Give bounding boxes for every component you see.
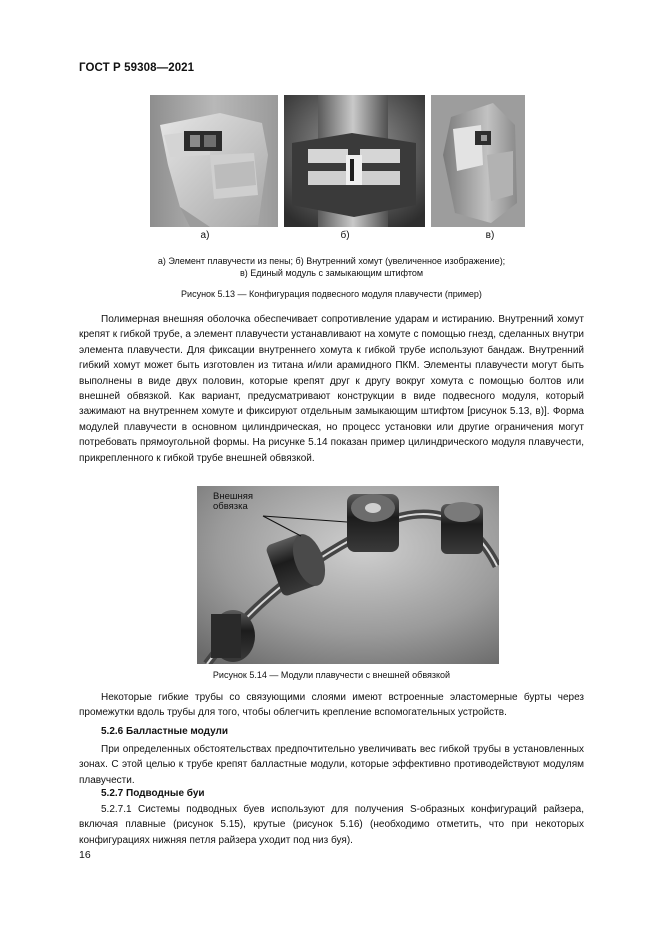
figure-5-13-caption: Рисунок 5.13 — Конфигурация подвесного модуля плавучести (пример) bbox=[181, 289, 482, 299]
document-header: ГОСТ Р 59308—2021 bbox=[79, 62, 195, 74]
paragraph-ballast-modules: При определенных обстоятельствах предпочтительно увеличивать вес гибкой трубы в установленных зонах. С этой целью к трубе крепят балластные модули, которые эффективно противодействуют модулям плавучести. bbox=[79, 744, 584, 786]
page-number: 16 bbox=[79, 849, 91, 861]
subcaption-line-2: в) Единый модуль с замыкающим штифтом bbox=[239, 268, 424, 278]
paragraph-subsea-buoys: 5.2.7.1 Системы подводных буев используют для получения S-образных конфигураций райзера, включая плавные (рисунок 5.15), крутые (рисунок 5.16) (необходимо отметить, что при некоторых конфигурациях нижняя петля райзера уходит под низ буя). bbox=[79, 804, 584, 846]
paragraph-elastomer-collars: Некоторые гибкие трубы со связующими слоями имеют встроенные эластомерные бурты через промежутки вдоль трубы для того, чтобы облегчить крепление вспомогательных устройств. bbox=[79, 692, 584, 719]
figure-5-14-annotation bbox=[213, 492, 253, 512]
figure-label-b: б) bbox=[340, 230, 350, 241]
section-title-5-2-7: 5.2.7 Подводные буи bbox=[101, 788, 205, 799]
buoyancy-module-4 bbox=[441, 502, 483, 554]
section-title-5-2-6: 5.2.6 Балластные модули bbox=[101, 726, 229, 737]
figure-5-13-photo-b bbox=[284, 95, 425, 227]
annotation-line-2: обвязка bbox=[213, 501, 248, 512]
annotation-line-1: Внешняя bbox=[213, 491, 254, 502]
subcaption-line-1: а) Элемент плавучести из пены; б) Внутренний хомут (увеличенное изображение); bbox=[157, 256, 506, 266]
figure-label-c: в) bbox=[485, 230, 495, 241]
buoyancy-module-3 bbox=[347, 494, 399, 552]
buoyancy-module-1 bbox=[211, 610, 255, 662]
figure-5-13-photo-a bbox=[150, 95, 278, 227]
figure-label-a: а) bbox=[200, 230, 210, 241]
figure-5-14-caption: Рисунок 5.14 — Модули плавучести с внешней обвязкой bbox=[212, 670, 451, 680]
figure-5-13-subcaption bbox=[79, 255, 584, 279]
figure-5-13-photo-c bbox=[431, 95, 525, 227]
paragraph-buoyancy-shell: Полимерная внешняя оболочка обеспечивает сопротивление ударам и истиранию. Внутренний хомут крепят к гибкой трубе, а элемент плавучести устанавливают на хомуте с помощью гнезд, сделанных внутри элемента плавучести. Для фиксации внутреннего хомута к гибкой трубе используют бандаж. Внутренний гибкий хомут может быть изготовлен из титана и/или арамидного ПКМ. Элементы плавучести могут быть выполнены в виде двух половин, которые крепят друг к другу вокруг хомута с помощью болтов или внешней обвязкой. Как вариант, предусматривают конструкции в виде подвесного модуля, который зажимают на внутреннем хомуте и фиксируют отдельным замыкающим штифтом [рисунок 5.13, в)]. Форма модулей плавучести в основном цилиндрическая, но процесс установки или другие ограничения могут потребовать прямоугольной формы. На рисунке 5.14 показан пример цилиндрического модуля плавучести, прикрепленного к гибкой трубе внешней обвязкой. bbox=[79, 314, 584, 464]
figure-5-14-photo bbox=[197, 486, 499, 664]
